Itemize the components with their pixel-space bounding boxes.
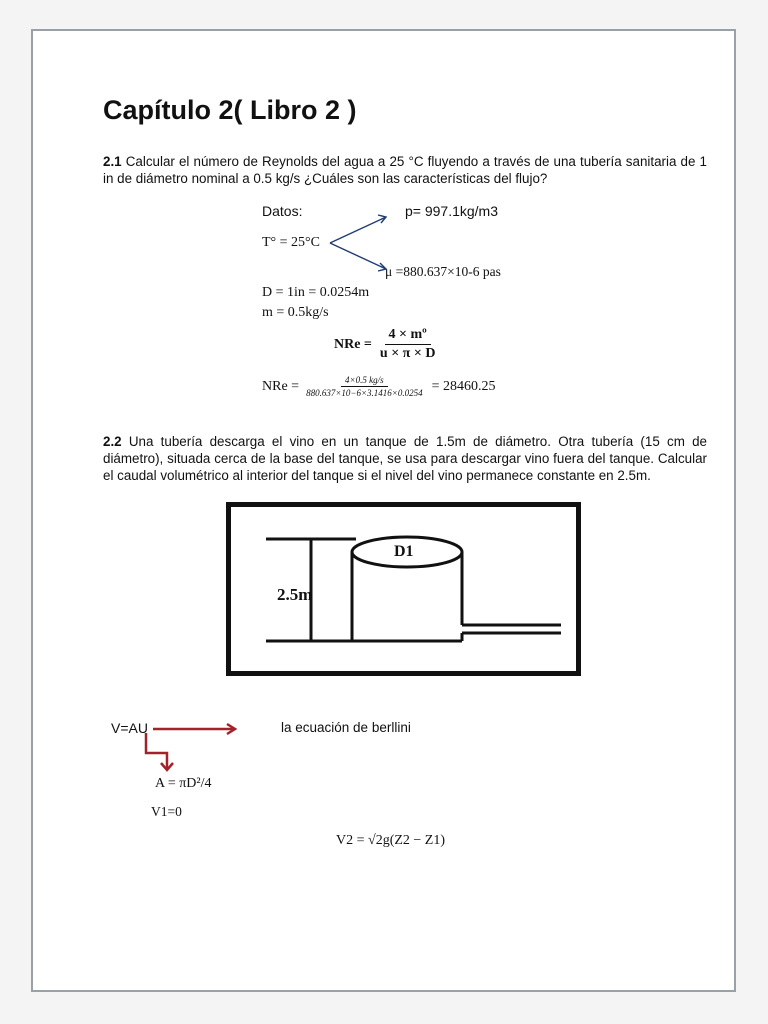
calc-result: = 28460.25 — [431, 378, 496, 394]
problem-2-1-number: 2.1 — [103, 154, 122, 169]
tank-height-label: 2.5m — [277, 585, 313, 604]
temperature-value: T° = 25°C — [262, 235, 320, 250]
tank-diagram — [226, 502, 581, 676]
velocity-equation: V=AU — [111, 720, 148, 736]
formula-lhs: NRe = — [334, 336, 372, 352]
datos-label: Datos: — [262, 203, 303, 219]
problem-2-2-text — [103, 433, 707, 484]
tank-diameter-label: D1 — [394, 543, 414, 560]
calc-numerator: 4×0.5 kg/s — [341, 375, 388, 387]
area-equation: A = πD²/4 — [155, 776, 212, 791]
problem-2-2-statement: Una tubería descarga el vino en un tanque de 1.5m de diámetro. Otra tubería (15 cm de diámetro), situada cerca de la base del tanque, se usa para descargar vino fuera del tanque. Calcular el caudal volumétrico al interior del tanque si el nivel del vino permanece constante en 2.5m. — [103, 434, 707, 483]
problem-2-2-number: 2.2 — [103, 434, 122, 449]
problem-2-1-statement: Calcular el número de Reynolds del agua a 25 °C fluyendo a través de una tubería sanitaria de 1 in de diámetro nominal a 0.5 kg/s ¿Cuáles son las características del flujo? — [103, 154, 707, 186]
reynolds-formula — [334, 327, 439, 362]
reynolds-calculation — [262, 375, 496, 398]
calc-lhs: NRe = — [262, 378, 300, 394]
density-value: p= 997.1kg/m3 — [405, 203, 499, 219]
problem-2-1-text — [103, 153, 707, 187]
mass-flow-value: m = 0.5kg/s — [262, 305, 329, 320]
diameter-value: D = 1in = 0.0254m — [262, 285, 370, 300]
page-title: Capítulo 2( Libro 2 ) — [103, 95, 357, 125]
calc-denominator: 880.637×10−6×3.1416×0.0254 — [306, 388, 423, 398]
v1-equation: V1=0 — [151, 804, 182, 819]
red-arrows-icon — [141, 719, 241, 777]
bernoulli-label: la ecuación de berllini — [281, 720, 411, 735]
document-page — [31, 29, 736, 992]
v2-equation: V2 = √2g(Z2 − Z1) — [336, 833, 446, 848]
formula-numerator: 4 × mº — [385, 327, 431, 345]
formula-denominator: u × π × D — [379, 346, 436, 361]
viscosity-value: μ =880.637×10-6 pas — [385, 264, 501, 279]
datos-figure — [258, 199, 523, 409]
